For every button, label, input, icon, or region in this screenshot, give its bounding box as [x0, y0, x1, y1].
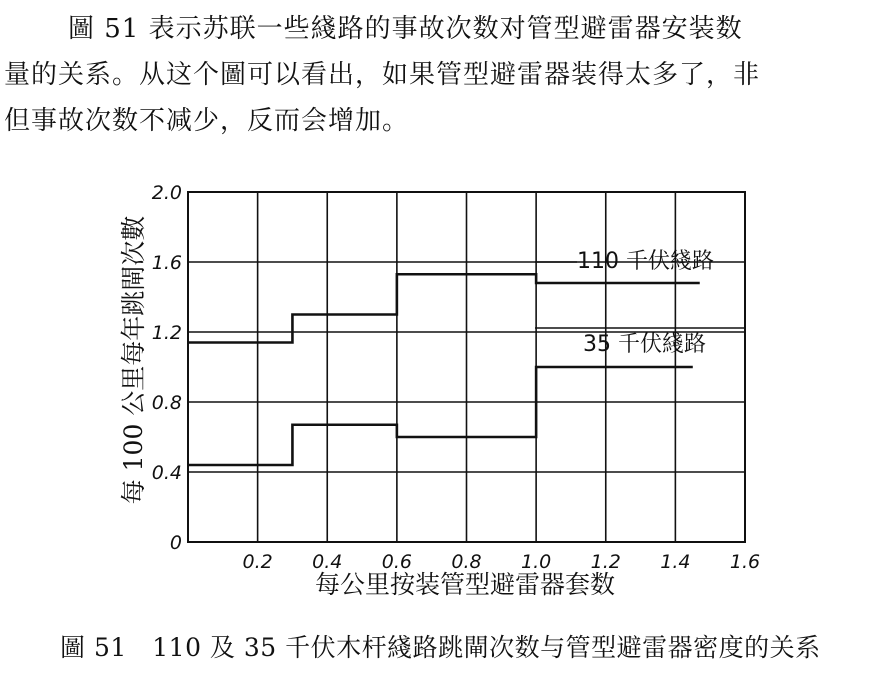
series-line-1: [188, 367, 693, 465]
figure-caption: 圖 51 110 及 35 千伏木杆綫路跳閘次数与管型避雷器密度的关系: [60, 633, 821, 662]
x-tick-label: 0.6: [381, 551, 412, 573]
series-label-110kv: 110 千伏綫路: [577, 249, 714, 274]
x-tick-label: 1.6: [729, 551, 761, 573]
y-tick-label: 0.8: [151, 392, 182, 414]
chart-ticks: [152, 182, 760, 573]
x-tick-label: 0.4: [312, 551, 343, 573]
series-label-35kv: 35 千伏綫路: [583, 332, 706, 357]
y-tick-label: 0: [169, 532, 182, 554]
y-tick-label: 1.6: [151, 252, 182, 274]
x-tick-label: 1.0: [521, 551, 552, 573]
x-tick-label: 0.8: [451, 551, 482, 573]
intro-line-1: 圖 51 表示苏联一些綫路的事故次数对管型避雷器安装数: [68, 14, 743, 44]
intro-line-3: 但事故次数不减少，反而会增加。: [4, 106, 410, 136]
x-tick-label: 0.2: [242, 551, 273, 573]
x-tick-label: 1.4: [660, 551, 691, 573]
y-axis-label: 每 100 公里每年跳閘次數: [119, 215, 148, 505]
intro-line-2: 量的关系。从这个圖可以看出，如果管型避雷器装得太多了，非: [4, 60, 761, 90]
y-tick-label: 1.2: [151, 322, 182, 344]
y-tick-label: 2.0: [151, 182, 182, 204]
x-axis-label: 每公里按装管型避雷器套数: [314, 570, 616, 599]
chart-series: [188, 274, 700, 465]
x-tick-label: 1.2: [590, 551, 621, 573]
y-tick-label: 0.4: [151, 462, 182, 484]
